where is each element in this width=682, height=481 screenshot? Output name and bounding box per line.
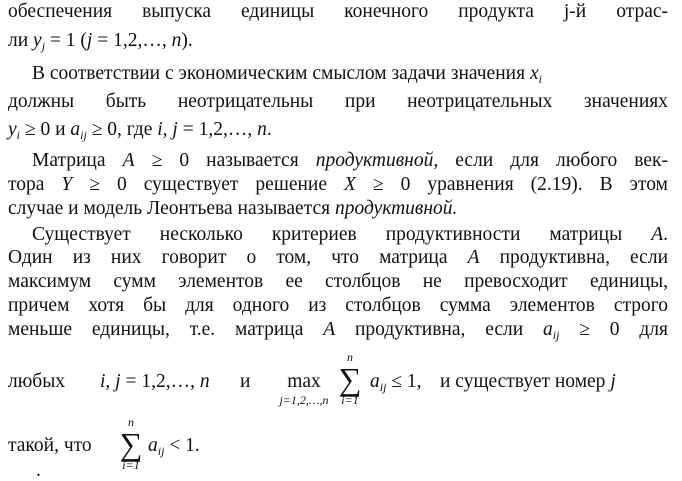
text: случае и модель Леонтьева называется <box>8 198 335 219</box>
text-line <box>8 246 668 270</box>
sum-lower-limit: i=1 <box>341 393 359 407</box>
math-var: X <box>344 174 356 195</box>
math-sub: ij <box>379 380 387 394</box>
text: должны быть неотрицательны при неотрицательных значениях <box>8 91 668 112</box>
text: меньше единицы, т.е. матрица <box>8 319 324 340</box>
math: ≥ 0, где <box>86 119 158 140</box>
math <box>100 370 210 394</box>
math-sub: ij <box>552 328 560 342</box>
math-var: a <box>543 319 553 340</box>
text: и <box>240 371 251 392</box>
math-var: a <box>70 119 81 140</box>
math: ≥ 0 и <box>20 119 71 140</box>
math: = 1,2,…, <box>177 119 258 140</box>
math-var: n <box>171 30 182 51</box>
sum-operator <box>333 351 367 407</box>
text: . <box>663 224 668 245</box>
math-var: a <box>148 435 158 456</box>
text-line <box>8 90 668 114</box>
max-subscript: j=1,2,…,n <box>279 393 329 407</box>
math-var: y <box>8 119 17 140</box>
sum-operator <box>114 416 148 472</box>
math: ). <box>181 30 193 51</box>
math-sub: i <box>16 128 20 142</box>
text-line <box>8 173 668 197</box>
math: = 1 ( <box>45 30 87 51</box>
text: ≥ 0 называется <box>134 150 316 171</box>
math-var: a <box>370 371 380 392</box>
text: продуктивна, если <box>479 247 668 268</box>
math-var: i, j <box>157 119 178 140</box>
math-var: Y <box>61 174 73 195</box>
math-var: A <box>122 150 135 171</box>
math <box>148 434 200 459</box>
math: ≤ 1, <box>386 371 422 392</box>
sigma-icon: ∑ <box>338 361 362 397</box>
math-var: n <box>199 371 210 392</box>
math-sub: i <box>538 72 542 86</box>
text: Один из них говорит о том, что матрица <box>8 247 468 268</box>
math <box>370 370 422 395</box>
math-var: n <box>257 119 267 140</box>
text: если для любого век- <box>438 150 668 171</box>
text <box>440 370 616 394</box>
math-sub: ij <box>80 128 87 142</box>
math: = 1,2,…, <box>92 30 172 51</box>
text-line <box>8 118 668 143</box>
math-var: y <box>33 30 42 51</box>
math: < 1. <box>164 435 200 456</box>
text-line <box>8 197 668 221</box>
sum-lower-limit: i=1 <box>122 458 140 472</box>
text: Существует несколько критериев продуктивности матрицы <box>32 224 652 245</box>
text: ≥ 0 уравнения (2.19). В этом <box>355 174 669 195</box>
math-var: A <box>323 319 336 340</box>
text: и существует номер <box>440 371 611 392</box>
sum-upper-limit: n <box>128 415 134 429</box>
text: тора <box>8 174 62 195</box>
text: ли <box>8 30 34 51</box>
term-italic: продуктивной, <box>315 150 439 171</box>
text-line <box>8 318 668 343</box>
math-var: A <box>651 224 664 245</box>
math-sub: ij <box>157 444 165 458</box>
text: обеспечения выпуска единицы конечного продукта j-й отрас- <box>8 1 668 22</box>
text: максимум сумм элементов ее столбцов не превосходит единицы, <box>8 271 668 292</box>
max-label: max <box>287 371 321 392</box>
text-line <box>8 29 668 54</box>
math-var: x <box>529 63 539 84</box>
text: В соответствии с экономическим смыслом задачи значения <box>32 63 530 84</box>
text-line <box>8 294 668 318</box>
text: ≥ 0 существует решение <box>72 174 345 195</box>
text: такой, что <box>8 435 92 456</box>
text-line <box>32 223 668 247</box>
math: = 1,2,…, <box>120 371 200 392</box>
term-italic: продуктивной. <box>334 198 458 219</box>
sigma-icon: ∑ <box>119 426 143 462</box>
text-line <box>32 62 668 87</box>
text: продуктивна, если <box>335 319 543 340</box>
text: Матрица <box>32 150 123 171</box>
max-operator <box>266 370 342 407</box>
math-sub: j <box>41 39 46 53</box>
text: причем хотя бы для одного из столбцов сумма элементов строго <box>8 295 668 316</box>
text: ≥ 0 для <box>559 319 668 340</box>
math: . <box>266 119 272 140</box>
stray-dot: . <box>36 460 41 481</box>
text: любых <box>8 371 66 392</box>
sum-upper-limit: n <box>347 350 353 364</box>
text-line <box>32 149 668 173</box>
math-var: A <box>467 247 480 268</box>
math-var: j <box>86 30 93 51</box>
math-var: j <box>610 371 616 392</box>
math-var: i, j <box>100 371 121 392</box>
text-line <box>8 270 668 294</box>
text-line <box>8 0 668 24</box>
